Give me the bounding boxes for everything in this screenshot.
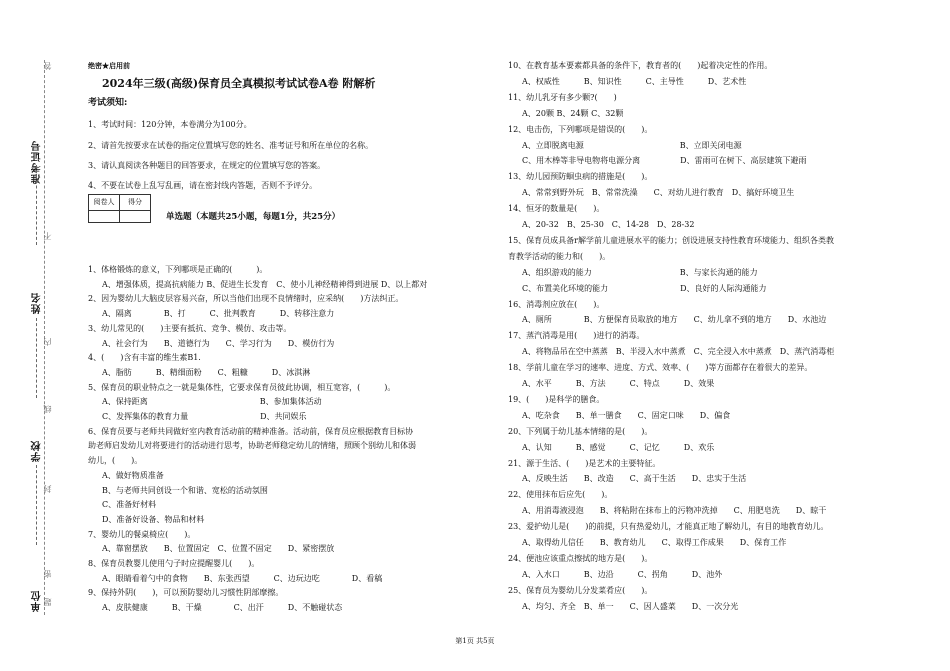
question-line: 12、电击伤，下列哪项是错误的( )。 (508, 124, 653, 134)
answer-options: A、20-32 B、25-30 C、14-28 D、28-32 (522, 220, 695, 229)
reviewer-blank[interactable] (89, 211, 120, 223)
answer-options: A、皮肤健康 B、干燥 C、出汗 D、不触碰状态 (102, 603, 343, 613)
question-line: 9、保持外阴( )，可以预防婴幼儿习惯性阴部摩擦。 (88, 588, 284, 598)
question-line: 15、保育员成具备r解学前儿童进展水平的能力；创设进展支持性教育环境能力、组织各类教 (508, 235, 834, 245)
fill-line (36, 465, 38, 545)
notice-item: 1、考试时间：120分钟，本卷满分为100分。 (88, 120, 252, 129)
answer-options: C、布置美化环境的能力 D、良好的人际沟通能力 (522, 283, 767, 293)
question-line: 幼儿，( )。 (88, 456, 143, 466)
answer-options: A、社会行为 B、道德行为 C、学习行为 D、模仿行为 (102, 338, 335, 348)
question-line: 25、保育员为婴幼儿分发菜肴应( )。 (508, 585, 653, 595)
question-line: 13、幼儿园预防蛔虫病的措施是( )。 (508, 172, 653, 182)
fill-line (36, 165, 38, 245)
answer-options: A、增强体质，提高抗病能力 B、促进生长发育 C、使小儿神经精神得到进展 D、以上都对 (102, 279, 428, 289)
answer-options: A、眼睛看着勺中的食物 B、东张西望 C、边玩边吃 D、看稿 (102, 573, 383, 583)
answer-options: A、20颗 B、24颗 C、32颗 (522, 108, 624, 118)
section-title: 单选题（本题共25小题，每题1分，共25分） (166, 212, 341, 222)
answer-options: A、权威性 B、知识性 C、主导性 D、艺术性 (522, 76, 747, 86)
answer-options: A、用消毒液浸泡 B、将粘附在抹布上的污物冲洗掉 C、用肥皂洗 D、晾干 (522, 506, 827, 516)
seal-mark: 不 (43, 232, 52, 240)
seal-mark: 答 (43, 62, 52, 70)
answer-options: A、隔离 B、打 C、批判教育 D、转移注意力 (102, 309, 335, 319)
notice-item: 2、请首先按要求在试卷的指定位置填写您的姓名、准考证号和所在单位的名称。 (88, 141, 374, 150)
notice-item: 3、请认真阅读各种题目的回答要求，在规定的位置填写您的答案。 (88, 161, 326, 170)
question-line: 19、( )是科学的膳食。 (508, 394, 605, 404)
notice-heading: 考试须知: (88, 98, 128, 108)
answer-options: A、常常到野外玩 B、常常洗澡 C、对幼儿进行教育 D、搞好环境卫生 (522, 188, 795, 198)
question-line: 2、因为婴幼儿大脑皮层容易兴奋，所以当他们出现不良情绪时，应采纳( )方法纠正。 (88, 294, 404, 304)
question-line: 21、源于生活、( )是艺术的主要特征。 (508, 458, 661, 468)
seal-mark: 内 (43, 338, 52, 346)
exam-number-label: 准考证号 (32, 140, 43, 184)
question-line: 14、恒牙的数量是( )。 (508, 204, 605, 214)
seal-mark: 封 (43, 485, 52, 493)
school-label: 学校 (32, 440, 43, 462)
question-line: 24、便池应该重点擦拭的地方是( )。 (508, 553, 653, 563)
question-line: 4、( )含有丰富的维生素B1. (88, 353, 201, 363)
answer-options: A、脂肪 B、精细面粉 C、粗糠 D、冰淇淋 (102, 367, 311, 377)
score-blank[interactable] (120, 211, 151, 223)
question-line: 8、保育员教婴儿使用勺子时应提醒婴儿( )。 (88, 559, 260, 568)
answer-options: C、用木棒等非导电物将电源分离 D、雷雨可在树下、高层建筑下避雨 (522, 156, 807, 166)
answer-options: B、与老师共同创设一个和谐、宽松的活动氛围 (102, 485, 268, 495)
answer-options: A、入水口 B、边沿 C、拐角 D、池外 (522, 569, 723, 579)
name-label: 姓名 (32, 292, 43, 314)
fill-line (36, 318, 38, 398)
unit-label: 单位 (32, 590, 43, 612)
answer-options: A、认知 B、感觉 C、记忆 D、欢乐 (522, 442, 715, 452)
question-line: 18、学前儿童在学习的速率、进度、方式、效率、( )等方面都存在着很大的差异。 (508, 363, 813, 373)
seal-mark: 题 (43, 598, 52, 606)
binding-margin (0, 0, 60, 671)
answer-options: A、组织游戏的能力 B、与家长沟通的能力 (522, 267, 758, 277)
answer-options: A、做好物质准备 (102, 470, 164, 480)
answer-options: A、吃杂食 B、单一膳食 C、固定口味 D、偏食 (522, 410, 731, 420)
answer-options: A、保持距离 B、参加集体活动 (102, 397, 322, 407)
reviewer-cell: 阅卷人 (89, 195, 120, 211)
question-line: 6、保育员要与老师共同做好室内教育活动前的精神准备。活动前，保育员应根据教育目标协 (88, 426, 414, 436)
answer-options: A、将物品吊在空中蒸蒸 B、半浸入水中蒸煮 C、完全浸入水中蒸煮 D、蒸汽消毒柜 (522, 347, 835, 357)
answer-options: A、立即脱离电源 B、立即关闭电源 (522, 140, 742, 150)
question-line: 助老师启发幼儿对将要进行的活动进行思考，协助老师稳定幼儿的情绪，照顾个别幼儿和体弱 (88, 441, 416, 451)
page-title: 2024年三级(高级)保育员全真模拟考试试卷A卷 附解析 (102, 77, 376, 90)
question-line: 20、下列属于幼儿基本情绪的是( )。 (508, 426, 653, 436)
seal-mark: 密 (43, 570, 52, 578)
question-line: 3、幼儿常见的( )主要有抵抗、竞争、模仿、攻击等。 (88, 323, 292, 333)
question-line: 7、婴幼儿的餐桌椅应( )。 (88, 529, 196, 539)
answer-options: A、靠窗摆放 B、位置固定 C、位置不固定 D、紧密摆放 (102, 544, 335, 554)
score-cell: 得分 (120, 195, 151, 211)
question-line: 17、蒸汽消毒是用( )进行的消毒。 (508, 331, 645, 341)
notice-item: 4、不要在试卷上乱写乱画，请在密封线内答题，否则不予评分。 (88, 181, 318, 190)
answer-options: D、准备好设备、物品和材料 (102, 514, 205, 524)
answer-options: A、均匀、齐全 B、单一 C、因人盛菜 D、一次分光 (522, 601, 739, 611)
question-line: 育教学活动的能力和( )。 (508, 251, 611, 261)
seal-mark: 线 (43, 405, 52, 413)
score-table (88, 194, 151, 223)
question-line: 5、保育员的职业特点之一就是集体性，它要求保育员彼此协调，相互宽容，( )。 (88, 382, 396, 392)
question-line: 16、消毒剂应放在( )。 (508, 299, 605, 309)
secret-mark: 绝密★启用前 (88, 61, 130, 70)
answer-options: A、反映生活 B、改造 C、高于生活 D、忠实于生活 (522, 474, 747, 484)
question-line: 22、使用抹布后应先( )。 (508, 490, 613, 500)
question-line: 10、在教育基本要素都具备的条件下，教育者的( )起着决定性的作用。 (508, 61, 773, 70)
answer-options: A、取得幼儿信任 B、教育幼儿 C、取得工作成果 D、保育工作 (522, 538, 787, 547)
question-line: 11、幼儿乳牙有多少颗?( ) (508, 92, 617, 102)
answer-options: C、准备好材料 (102, 500, 157, 510)
answer-options: A、厕所 B、方便保育员取放的地方 C、幼儿拿不到的地方 D、水池边 (522, 315, 827, 325)
answer-options: A、水平 B、方法 C、特点 D、效果 (522, 379, 715, 388)
question-line: 23、爱护幼儿是( )的前提，只有热爱幼儿，才能真正地了解幼儿，有目的地教育幼儿。 (508, 522, 829, 532)
question-line: 1、体格锻炼的意义，下列哪项是正确的( )。 (88, 265, 268, 274)
page-footer: 第1页 共5页 (455, 637, 495, 645)
answer-options: C、发挥集体的教育力量 D、共同娱乐 (102, 412, 307, 421)
